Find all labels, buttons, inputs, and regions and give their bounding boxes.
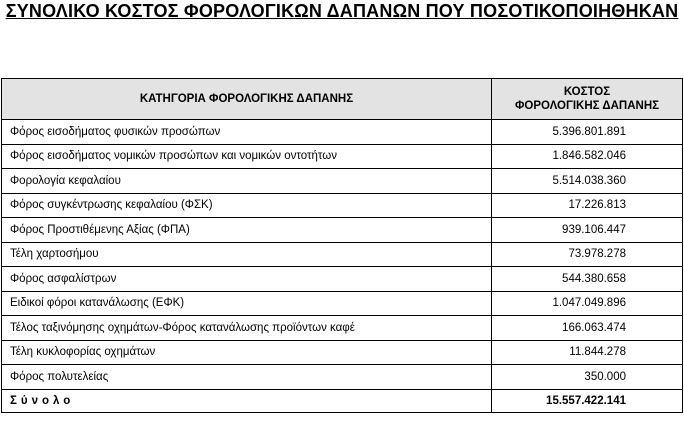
row-cost: 5.514.038.360: [492, 169, 683, 194]
table-row: [2, 218, 683, 243]
table-row: [2, 120, 683, 145]
column-header-cost-line2: ΦΟΡΟΛΟΓΙΚΗΣ ΔΑΠΑΝΗΣ: [514, 100, 660, 112]
row-category: Φόρος συγκέντρωσης κεφαλαίου (ΦΣΚ): [2, 193, 492, 218]
row-category: Τέλη χαρτοσήμου: [2, 242, 492, 267]
row-category: Τέλη κυκλοφορίας οχημάτων: [2, 340, 492, 365]
row-cost: 544.380.658: [492, 267, 683, 292]
table-row: [2, 267, 683, 292]
table-row: [2, 365, 683, 390]
row-cost: 5.396.801.891: [492, 120, 683, 145]
row-category: Ειδικοί φόροι κατανάλωσης (ΕΦΚ): [2, 291, 492, 316]
column-header-cost-line1: ΚΟΣΤΟΣ: [563, 86, 611, 98]
row-category: Φορολογία κεφαλαίου: [2, 169, 492, 194]
column-header-category: ΚΑΤΗΓΟΡΙΑ ΦΟΡΟΛΟΓΙΚΗΣ ΔΑΠΑΝΗΣ: [2, 79, 492, 120]
row-cost: 1.047.049.896: [492, 291, 683, 316]
row-category: Φόρος ασφαλίστρων: [2, 267, 492, 292]
table-row: [2, 242, 683, 267]
row-cost: 17.226.813: [492, 193, 683, 218]
row-cost: 166.063.474: [492, 316, 683, 341]
total-row: [2, 389, 683, 412]
tax-expenditure-table: [1, 78, 683, 413]
total-cost: 15.557.422.141: [492, 389, 683, 412]
row-cost: 350.000: [492, 365, 683, 390]
row-category: Φόρος Προστιθέμενης Αξίας (ΦΠΑ): [2, 218, 492, 243]
row-category: Φόρος εισοδήματος νομικών προσώπων και νομικών οντοτήτων: [2, 144, 492, 169]
row-category: Φόρος εισοδήματος φυσικών προσώπων: [2, 120, 492, 145]
table-row: [2, 291, 683, 316]
row-cost: 73.978.278: [492, 242, 683, 267]
table-row: [2, 316, 683, 341]
row-category: Τέλος ταξινόμησης οχημάτων-Φόρος κατανάλωσης προϊόντων καφέ: [2, 316, 492, 341]
total-label-text: Σύνολο: [10, 394, 75, 407]
table-header-row: [2, 79, 683, 120]
table-row: [2, 340, 683, 365]
table-row: [2, 193, 683, 218]
row-cost: 939.106.447: [492, 218, 683, 243]
table-row: [2, 144, 683, 169]
column-header-cost: [492, 79, 683, 120]
row-cost: 11.844.278: [492, 340, 683, 365]
page-title: ΣΥΝΟΛΙΚΟ ΚΟΣΤΟΣ ΦΟΡΟΛΟΓΙΚΩΝ ΔΑΠΑΝΩΝ ΠΟΥ ΠΟΣΟΤΙΚΟΠΟΙΗΘΗΚΑΝ: [5, 1, 679, 21]
table-row: [2, 169, 683, 194]
row-category: Φόρος πολυτελείας: [2, 365, 492, 390]
row-cost: 1.846.582.046: [492, 144, 683, 169]
total-label: [2, 389, 492, 412]
